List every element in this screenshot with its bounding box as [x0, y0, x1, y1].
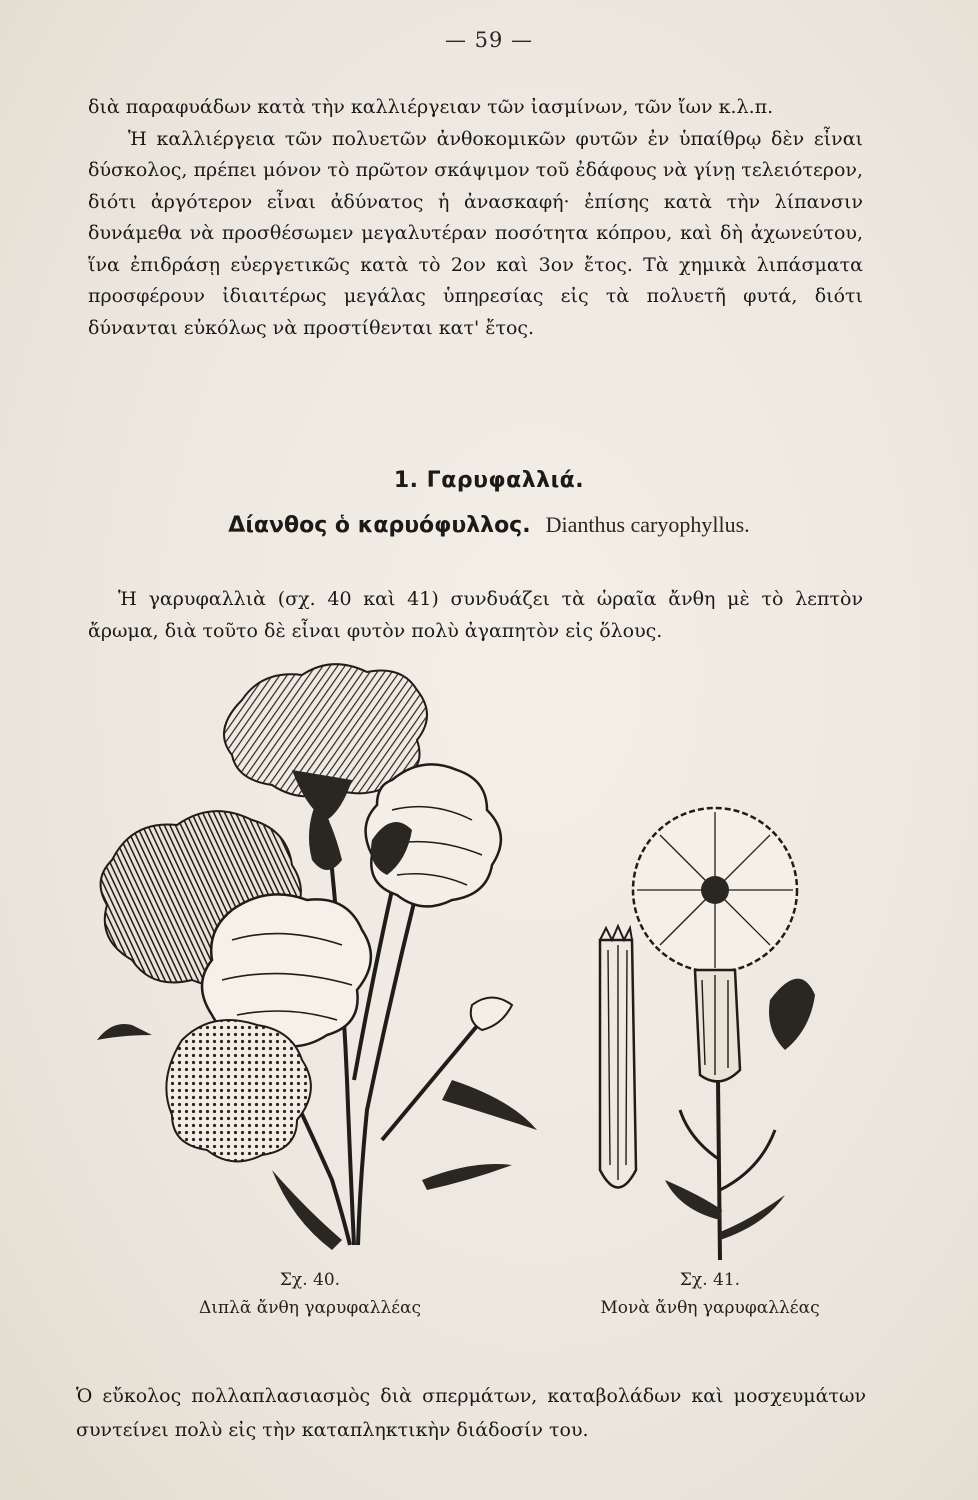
- text-block-top: [88, 92, 863, 344]
- paragraph-1: διὰ παραφυάδων κατὰ τὴν καλλιέργειαν τῶν ἰασμίνων, τῶν ἴων κ.λ.π.: [88, 96, 774, 118]
- species-line: [0, 512, 978, 538]
- figure-41-caption: Μονὰ ἄνθη γαρυφαλλέας: [600, 1298, 820, 1318]
- species-latin-name: Dianthus caryophyllus.: [545, 512, 750, 537]
- species-greek-name: Δίανθος ὁ καρυόφυλλος.: [228, 513, 531, 538]
- paragraph-2: Ἡ καλλιέργεια τῶν πολυετῶν ἀνθοκομικῶν φυτῶν ἐν ὑπαίθρῳ δὲν εἶναι δύσκολος, πρέπει μόνον τὸ πρῶτον σκάψιμον τοῦ ἐδάφους νὰ γίνῃ τελειότερον, διότι ἀργότερον εἶναι ἀδύνατος ἡ ἀνασκαφή· ἐπίσης κατὰ τὴν λίπανσιν δυνάμεθα νὰ προσθέσωμεν μεγαλυτέραν ποσότητα κόπρου, καὶ δὴ ἀχωνεύτου, ἵνα ἐπιδράσῃ εὐεργετικῶς κατὰ τὸ 2ον καὶ 3ον ἔτος. Τὰ χημικὰ λιπάσματα προσφέρουν ἰδιαιτέρως μεγάλας ὑπηρεσίας εἰς τὰ πολυετῆ φυτά, διότι δύνανται εὐκόλως νὰ προστίθενται κατ' ἔτος.: [88, 127, 863, 339]
- figure-40-double-carnations-illustration: [92, 660, 547, 1270]
- section-heading: 1. Γαρυφαλλιά.: [393, 468, 585, 493]
- figure-41-number: Σχ. 41.: [679, 1270, 741, 1290]
- figure-41-single-carnation-illustration: [570, 780, 850, 1270]
- figure-40-number: Σχ. 40.: [279, 1270, 341, 1290]
- paragraph-4: Ὁ εὔκολος πολλαπλασιασμὸς διὰ σπερμάτων, καταβολάδων καὶ μοσχευμάτων συντείνει πολὺ εἰς τὴν καταπληκτικὴν διάδοσίν του.: [76, 1385, 866, 1441]
- figure-40-caption: Διπλᾶ ἄνθη γαρυφαλλέας: [198, 1298, 422, 1318]
- paragraph-3: Ἡ γαρυφαλλιὰ (σχ. 40 καὶ 41) συνδυάζει τὰ ὡραῖα ἄνθη μὲ τὸ λεπτὸν ἄρωμα, διὰ τοῦτο δὲ εἶναι φυτὸν πολὺ ἀγαπητὸν εἰς ὅλους.: [88, 588, 863, 642]
- page-number: — 59 —: [444, 28, 534, 52]
